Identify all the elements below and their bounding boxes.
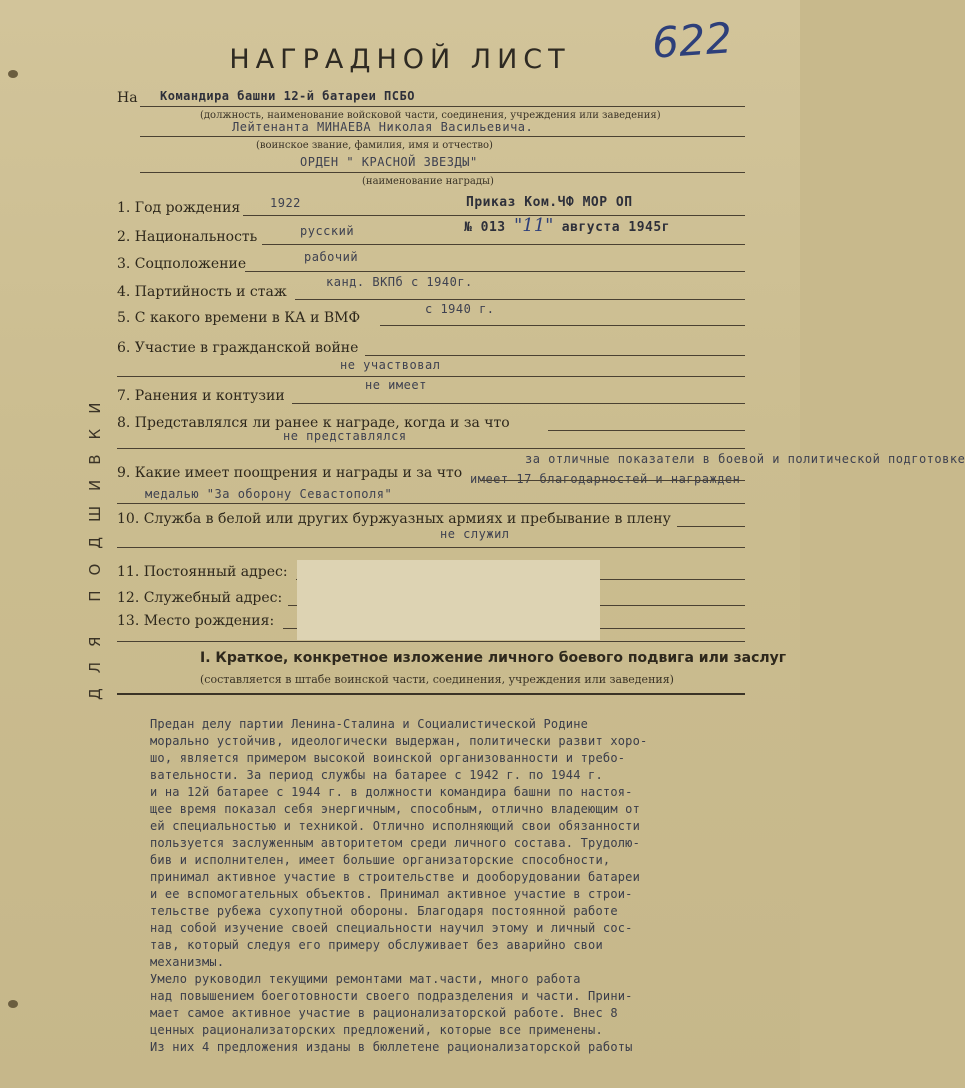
rule [117,503,745,504]
na-label: На [117,90,138,106]
order-line-2 [464,215,670,236]
rule [117,448,745,449]
field-10-label: 10. Служба в белой или других буржуазных армиях и пребывание в плену [117,511,671,527]
narrative-line: и на 12й батарее с 1944 г. в должности командира башни по настоя- [150,785,633,799]
narrative-line: ей специальностью и техникой. Отлично исполняющий свои обязанности [150,819,641,833]
rule [140,172,745,173]
narrative-line: вательности. За период службы на батарее с 1942 г. по 1944 г. [150,768,603,782]
section-caption: (составляется в штабе воинской части, соединения, учреждения или заведения) [200,673,674,686]
section-title: I. Краткое, конкретное изложение личного боевого подвига или заслуг [200,650,787,666]
recipient-unit: Командира башни 12-й батареи ПСБО [160,89,415,103]
order-date: августа 1945г [553,220,671,235]
award-caption: (наименование награды) [362,176,494,187]
field-6-label: 6. Участие в гражданской войне [117,340,359,356]
order-line-1: Приказ Ком.ЧФ МОР ОП [466,195,633,210]
field-9-value-line-2: имеет 17 благодарностей и награжден [470,472,741,486]
field-8-value: не представлялся [283,429,407,443]
handwritten-number: 622 [650,13,734,68]
field-11-label: 11. Постоянный адрес: [117,564,288,580]
recipient-name: Лейтенанта МИНАЕВА Николая Васильевича. [232,120,534,134]
narrative-line: тав, который следуя его примеру обслуживает без аварийно свои [150,938,603,952]
rule [117,641,745,642]
binder-hole [8,1000,18,1008]
narrative-line: и ее вспомогательных объектов. Принимал активное участие в строи- [150,887,633,901]
order-number: № 013 [464,220,514,235]
recipient-unit-caption: (должность, наименование войсковой части, соединения, учреждения или заведения) [200,110,661,121]
section-divider [117,693,745,695]
field-3-label: 3. Соцположение [117,256,247,272]
rule [262,244,745,245]
narrative-line: Предан делу партии Ленина-Сталина и Социалистической Родине [150,717,589,731]
rule [140,136,745,137]
recipient-name-caption: (воинское звание, фамилия, имя и отчество) [256,140,493,151]
narrative-line: над повышением боеготовности своего подразделения и части. Прини- [150,989,633,1003]
field-9-value-line-3: медалью "За оборону Севастополя" [145,487,393,501]
rule [480,480,745,481]
narrative-line: принимал активное участие в строительстве и дооборудовании батареи [150,870,641,884]
rule [458,215,745,216]
rule [548,430,745,431]
rule [295,299,745,300]
field-7-value: не имеет [365,378,427,392]
side-label-binding: ДЛЯ ПОДШИВКИ [86,387,104,700]
rule [117,547,745,548]
rule [292,403,745,404]
narrative-line: щее время показал себя энергичным, способным, отлично владеющим от [150,802,641,816]
field-2-label: 2. Национальность [117,229,258,245]
narrative-line: бив и исполнителен, имеет большие организаторские способности, [150,853,611,867]
narrative-line: морально устойчив, идеологически выдержан, политически развит хоро- [150,734,648,748]
narrative-line: над собой изучение своей специальности научил этому и личный сос- [150,921,633,935]
rule [365,355,745,356]
field-4-value: канд. ВКПб с 1940г. [326,275,473,289]
rule [380,325,745,326]
narrative-line: Умело руководил текущими ремонтами мат.части, много работа [150,972,581,986]
field-5-label: 5. С какого времени в КА и ВМФ [117,310,361,326]
field-2-value: русский [300,224,355,238]
field-4-label: 4. Партийность и стаж [117,284,287,300]
narrative-line: тельстве рубежа сухопутной обороны. Благодаря постоянной работе [150,904,618,918]
narrative-line: шо, является примером высокой воинской организованности и требо- [150,751,626,765]
narrative-line: пользуется заслуженным авторитетом среди личного состава. Трудолю- [150,836,641,850]
field-6-value: не участвовал [340,358,441,372]
field-13-label: 13. Место рождения: [117,613,275,629]
field-3-value: рабочий [304,250,359,264]
redacted-address-area [297,560,600,640]
field-12-label: 12. Служебный адрес: [117,590,283,606]
order-day: "11" [513,215,554,236]
field-7-label: 7. Ранения и контузии [117,388,285,404]
field-1-value: 1922 [270,196,301,210]
field-9-label: 9. Какие имеет поощрения и награды и за что [117,465,463,481]
rule [140,106,745,107]
award-name: ОРДЕН " КРАСНОЙ ЗВЕЗДЫ" [300,155,478,169]
rule [677,526,745,527]
narrative-line: ценных рационализаторских предложений, которые все применены. [150,1023,603,1037]
narrative-line: Из них 4 предложения изданы в бюллетене рационализаторской работы [150,1040,633,1054]
field-1-label: 1. Год рождения [117,200,241,216]
field-10-value: не служил [440,527,510,541]
narrative-line: мает самое активное участие в рационализаторской работе. Внес 8 [150,1006,618,1020]
field-9-value-line-1: за отличные показатели в боевой и политической подготовке [525,452,965,466]
narrative-text [150,716,780,1056]
narrative-line: механизмы. [150,955,225,969]
field-5-value: с 1940 г. [425,302,495,316]
rule [243,215,458,216]
rule [117,376,745,377]
rule [245,271,745,272]
document-title: НАГРАДНОЙ ЛИСТ [229,44,571,75]
field-8-label: 8. Представлялся ли ранее к награде, когда и за что [117,415,510,431]
